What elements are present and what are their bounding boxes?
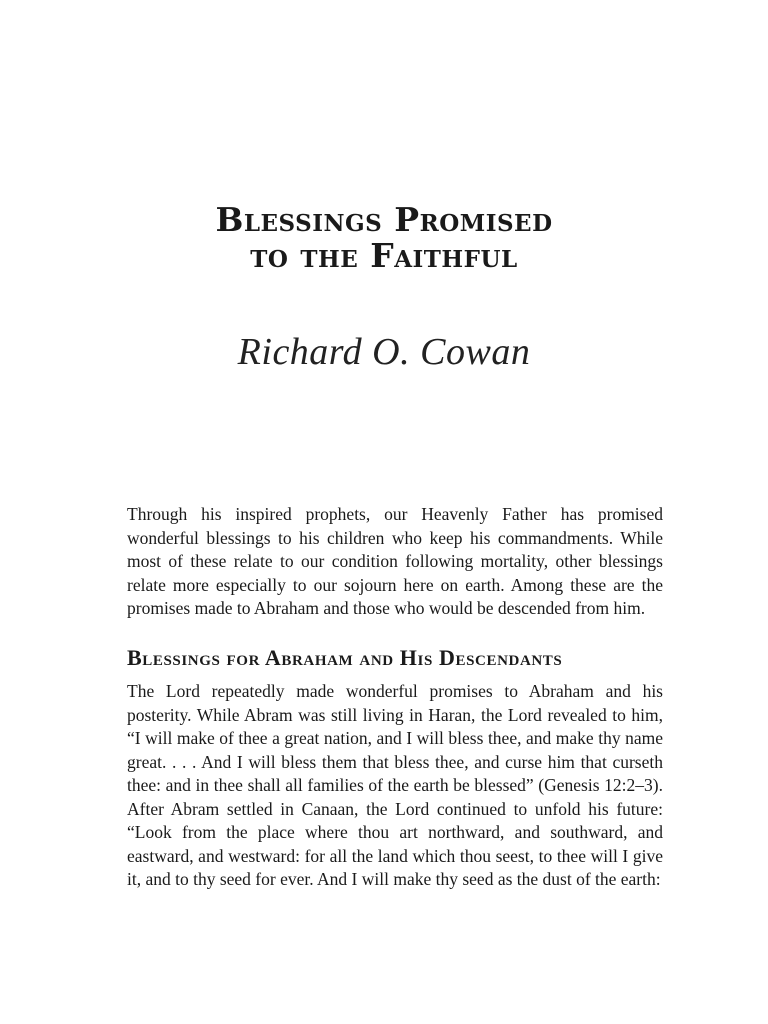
section-heading: Blessings for Abraham and His Descendants: [127, 645, 563, 670]
chapter-title-line-1: Blessings Promised: [215, 200, 553, 240]
author-name: Richard O. Cowan: [237, 331, 531, 373]
chapter-title: [0, 202, 768, 274]
intro-paragraph: Through his inspired prophets, our Heavenly Father has promised wonderful blessings to his children who keep his commandments. While most of these relate to our condition following mortality, other blessings relate more especially to our sojourn here on earth. Among these are the promises made to Abraham and those who would be descended from him.: [127, 504, 663, 618]
chapter-title-line-2: to the Faithful: [250, 236, 518, 276]
section-paragraph: The Lord repeatedly made wonderful promises to Abraham and his posterity. While Abram was still living in Haran, the Lord revealed to him, “I will make of thee a great nation, and I will bless thee, and make thy name great. . . . And I will bless them that bless thee, and curse him that curseth thee: and in thee shall all families of the earth be blessed” (Genesis 12:2–3). After Abram settled in Canaan, the Lord continued to unfold his future: “Look from the place where thou art northward, and southward, and eastward, and westward: for all the land which thou seest, to thee will I give it, and to thy seed for ever. And I will make thy seed as the dust of the earth:: [127, 681, 663, 889]
